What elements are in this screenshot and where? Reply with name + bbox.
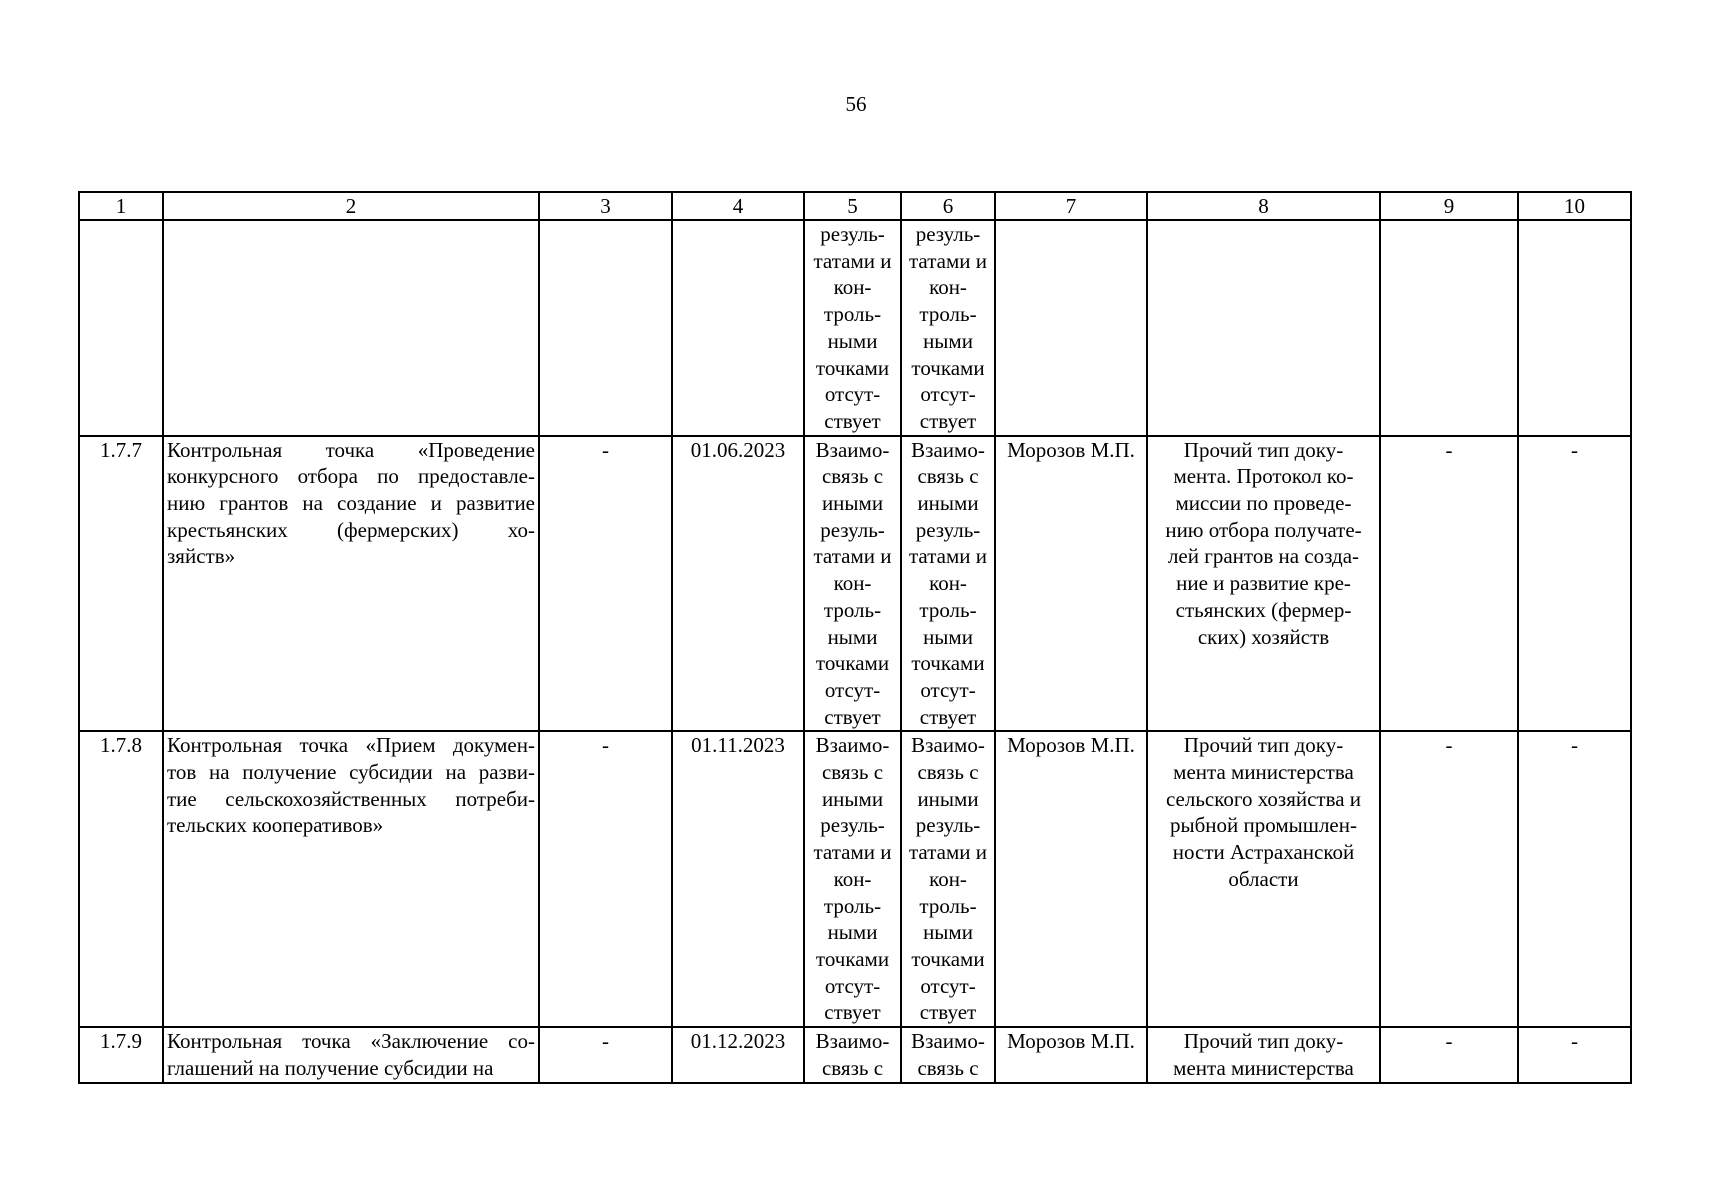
text-line: отсут- [824,382,881,407]
document-type [1147,436,1380,732]
header-col-6: 6 [901,192,995,220]
text-line: Взаимо- [815,1029,890,1054]
header-row [79,192,1631,220]
relation-cell-col5 [804,220,901,436]
cell [539,220,672,436]
text-line: татами и [909,544,987,569]
row-number: 1.7.9 [79,1027,163,1082]
cell [1380,220,1518,436]
text-line: резуль- [820,813,885,838]
header-col-8: 8 [1147,192,1380,220]
text-line: кон- [929,275,967,300]
text-line: тельских кооперативов» [167,813,384,838]
text-line: отсут- [824,677,881,702]
text-line: мента министерства [1173,1055,1354,1080]
text-line: иными [917,786,979,811]
text-line: иными [821,786,884,811]
text-line: татами и [909,840,987,865]
document-type [1147,1027,1380,1082]
text-line: рыбной промышлен- [1170,813,1357,838]
date-value: 01.06.2023 [672,436,804,732]
row-number: 1.7.7 [79,436,163,732]
text-line: иными [821,491,884,516]
col9-value: - [1380,436,1518,732]
text-line: резуль- [820,222,885,246]
header-col-5: 5 [804,192,901,220]
control-point-name [163,1027,539,1082]
text-line: ствует [824,1000,881,1025]
relation-cell-col6 [901,1027,995,1082]
cell [163,220,539,436]
text-line: резуль- [820,517,885,542]
text-line: тие сельскохозяйственных потреби- [167,786,535,811]
text-line: отсут- [824,973,881,998]
text-line: конкурсного отбора по предоставле- [167,464,535,489]
text-line: Прочий тип доку- [1183,437,1344,462]
responsible-person: Морозов М.П. [995,731,1147,1027]
text-line: ствует [824,408,881,433]
cell [995,220,1147,436]
control-point-name [163,436,539,732]
text-line: крестьянских (фермерских) хо- [167,517,535,542]
text-line: глашений на получение субсидии на [167,1055,494,1080]
text-line: ными [923,624,973,649]
relation-cell-col5 [804,436,901,732]
text-line: точками [815,946,890,971]
text-line: Взаимо- [815,733,890,758]
col9-value: - [1380,731,1518,1027]
relation-cell-col5 [804,1027,901,1082]
text-line: резуль- [915,517,981,542]
text-line: резуль- [915,813,981,838]
page-number: 56 [845,92,867,116]
text-line: ствует [824,704,881,729]
col9-value: - [1380,1027,1518,1082]
header-col-2: 2 [163,192,539,220]
header-col-10: 10 [1518,192,1631,220]
relation-cell-col6 [901,436,995,732]
text-line: татами и [909,248,987,273]
date-value: 01.11.2023 [672,731,804,1027]
text-line: татами и [813,248,892,273]
text-line: Контрольная точка «Прием докумен- [167,733,535,758]
text-line: связь с [821,1055,884,1080]
header-col-1: 1 [79,192,163,220]
continuation-row [79,220,1631,436]
col10-value: - [1518,731,1631,1027]
responsible-person: Морозов М.П. [995,436,1147,732]
col3-value: - [539,1027,672,1082]
text-line: отсут- [920,382,976,407]
text-line: ными [923,328,973,353]
text-line: связь с [821,464,884,489]
text-line: Взаимо- [911,1029,985,1054]
text-line: кон- [833,275,872,300]
text-line: Взаимо- [911,733,985,758]
col3-value: - [539,731,672,1027]
text-line: татами и [813,840,892,865]
header-col-9: 9 [1380,192,1518,220]
text-line: троль- [919,597,977,622]
text-line: Контрольная точка «Заключение со- [167,1029,535,1054]
text-line: кон- [833,571,872,596]
cell [672,220,804,436]
text-line: точками [911,946,985,971]
text-line: Взаимо- [815,437,890,462]
text-line: лей грантов на созда- [1167,544,1360,569]
text-line: мента. Протокол ко- [1173,464,1354,489]
text-line: кон- [929,571,967,596]
text-line: связь с [917,760,979,785]
col10-value: - [1518,436,1631,732]
text-line: троль- [823,302,882,327]
header-col-4: 4 [672,192,804,220]
text-line: Взаимо- [911,437,985,462]
table-row [79,436,1631,732]
header-col-7: 7 [995,192,1147,220]
relation-cell-col6 [901,731,995,1027]
row-number: 1.7.8 [79,731,163,1027]
cell [1518,220,1631,436]
text-line: отсут- [920,677,976,702]
text-line: нию отбора получате- [1165,517,1362,542]
text-line: области [1228,866,1299,891]
table-row [79,1027,1631,1082]
control-points-table [78,191,1632,1084]
cell [1147,220,1380,436]
control-point-name [163,731,539,1027]
text-line: кон- [929,866,967,891]
text-line: ствует [919,1000,977,1025]
col3-value: - [539,436,672,732]
text-line: ствует [919,408,977,433]
text-line: иными [917,491,979,516]
text-line: отсут- [920,973,976,998]
col10-value: - [1518,1027,1631,1082]
text-line: нию грантов на создание и развитие [167,491,535,516]
text-line: Контрольная точка «Проведение [167,437,535,462]
document-type [1147,731,1380,1027]
text-line: точками [911,355,985,380]
text-line: ских) хозяйств [1197,624,1330,649]
text-line: троль- [919,302,977,327]
text-line: сельского хозяйства и [1165,786,1362,811]
text-line: стьянских (фермер- [1175,597,1352,622]
cell [79,220,163,436]
text-line: ности Астраханской [1172,840,1355,865]
header-col-3: 3 [539,192,672,220]
date-value: 01.12.2023 [672,1027,804,1082]
text-line: тов на получение субсидии на разви- [167,760,535,785]
relation-cell-col5 [804,731,901,1027]
text-line: связь с [917,464,979,489]
text-line: кон- [833,866,872,891]
text-line: ными [827,624,878,649]
text-line: точками [815,355,890,380]
responsible-person: Морозов М.П. [995,1027,1147,1082]
text-line: точками [911,651,985,676]
text-line: ными [827,920,878,945]
text-line: троль- [823,597,882,622]
text-line: зяйств» [167,544,236,569]
text-line: миссии по проведе- [1175,491,1352,516]
text-line: ние и развитие кре- [1176,571,1351,596]
text-line: точками [815,651,890,676]
table-row [79,731,1631,1027]
text-line: ными [827,328,878,353]
text-line: связь с [821,760,884,785]
text-line: Прочий тип доку- [1183,733,1344,758]
text-line: ными [923,920,973,945]
text-line: троль- [823,893,882,918]
text-line: ствует [919,704,977,729]
text-line: татами и [813,544,892,569]
text-line: Прочий тип доку- [1183,1029,1344,1054]
text-line: мента министерства [1173,760,1354,785]
text-line: резуль- [915,222,981,246]
relation-cell-col6 [901,220,995,436]
text-line: связь с [917,1055,979,1080]
text-line: троль- [919,893,977,918]
